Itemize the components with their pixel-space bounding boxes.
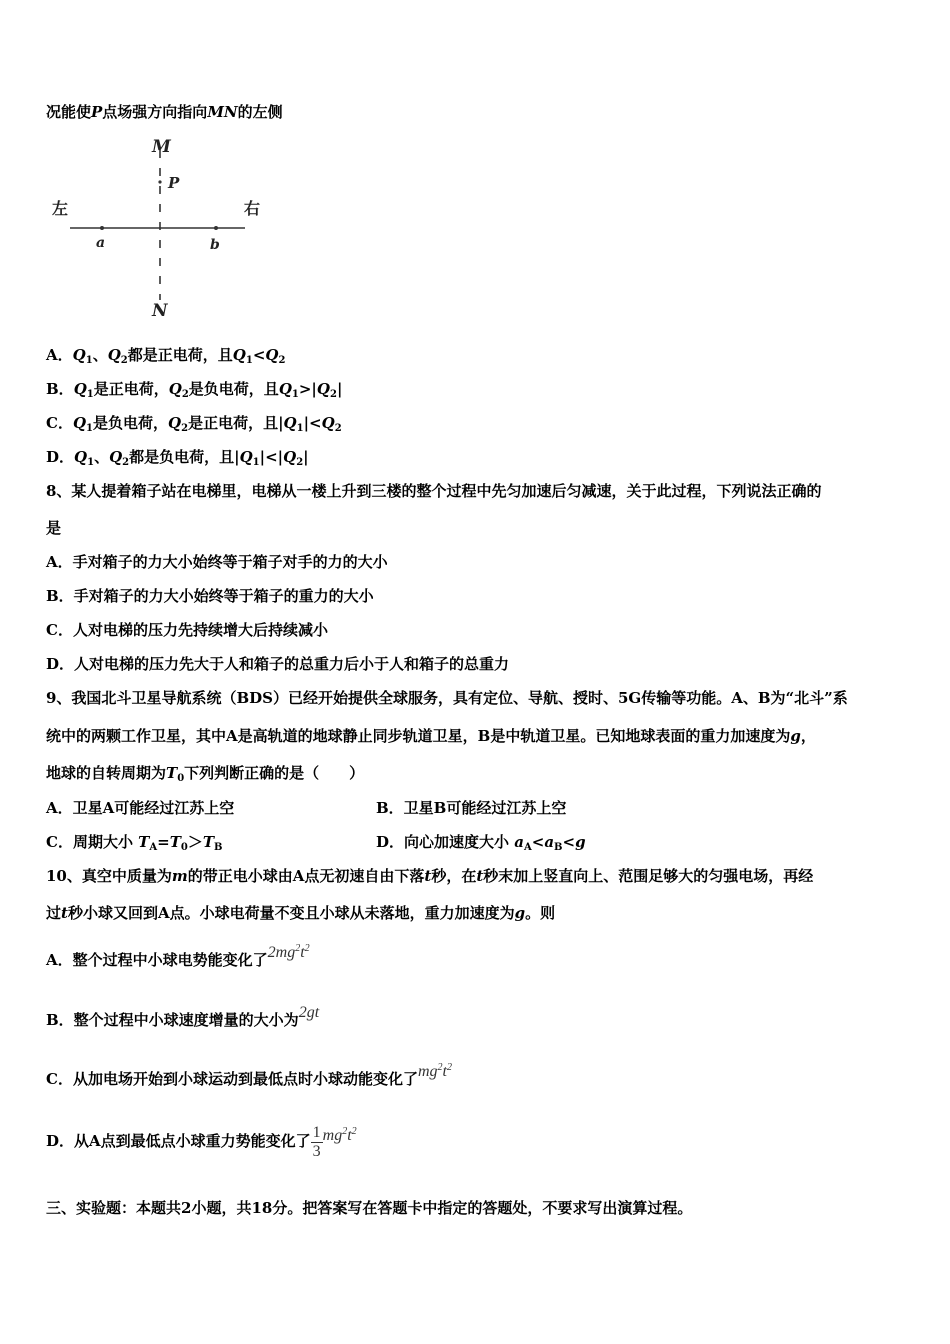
q10-option-a[interactable]: A．整个过程中小球电势能变化了$2mg^2t^2$: [46, 943, 310, 969]
label-right: 右: [244, 199, 261, 218]
q8-option-c[interactable]: C．人对电梯的压力先持续增大后持续减小: [46, 621, 328, 639]
label-M: M: [152, 137, 171, 157]
q9-stem-line3: 地球的自转周期为$T_0$下列判断正确的是（ ）: [46, 764, 365, 784]
q9-stem-line1: 9、我国北斗卫星导航系统（BDS）已经开始提供全球服务，具有定位、导航、授时、5G传输等功能。A、B为“北斗”系: [46, 689, 848, 707]
q9-option-d[interactable]: D．向心加速度大小 $a_A<a_B<g$: [376, 833, 586, 853]
label-P: P: [168, 174, 180, 192]
q10-option-d[interactable]: D．从A点到最低点小球重力势能变化了 $\frac{1}{3}$ $mg^2t^2$: [46, 1123, 357, 1160]
label-a: a: [96, 235, 106, 251]
q10-stem-line1: 10、真空中质量为m的带正电小球由A点无初速自由下落t秒，在t秒末加上竖直向上、范围足够大的匀强电场，再经: [46, 867, 814, 885]
label-b: b: [210, 237, 220, 253]
q7-option-c[interactable]: C．$Q_1$是负电荷，$Q_2$是正电荷，且$|Q_1|<Q_2$: [46, 414, 342, 434]
q7-option-a[interactable]: A．$Q_1$、$Q_2$都是正电荷，且$Q_1<Q_2$: [46, 346, 286, 366]
intro-tail: 况能使P点场强方向指向MN的左侧: [46, 103, 283, 121]
fraction-one-third: $\frac{1}{3}$: [312, 1123, 321, 1160]
q8-stem-line1: 8、某人提着箱子站在电梯里，电梯从一楼上升到三楼的整个过程中先匀加速后匀减速，关于此过程，下列说法正确的: [46, 482, 822, 500]
q8-option-a[interactable]: A．手对箱子的力大小始终等于箱子对手的力的大小: [46, 553, 388, 571]
q9-option-b[interactable]: B．卫星B可能经过江苏上空: [376, 799, 567, 817]
field-diagram: [40, 130, 280, 330]
section-3-heading: 三、实验题：本题共2小题，共18分。把答案写在答题卡中指定的答题处，不要求写出演算过程。: [46, 1199, 693, 1217]
q10-option-b[interactable]: B．整个过程中小球速度增量的大小为2gt: [46, 1004, 320, 1029]
q7-option-b[interactable]: B．$Q_1$是正电荷，$Q_2$是负电荷，且$Q_1>|Q_2|$: [46, 380, 343, 400]
label-left: 左: [52, 199, 69, 218]
q9-option-c[interactable]: C．周期大小 $T_A=T_0>T_B$: [46, 833, 223, 853]
q7-option-d[interactable]: D．$Q_1$、$Q_2$都是负电荷，且$|Q_1|<|Q_2|$: [46, 448, 309, 468]
label-N: N: [152, 301, 168, 321]
q9-stem-line2: 统中的两颗工作卫星，其中A是高轨道的地球静止同步轨道卫星，B是中轨道卫星。已知地球表面的重力加速度为g，: [46, 727, 816, 745]
q9-option-a[interactable]: A．卫星A可能经过江苏上空: [46, 799, 235, 817]
q8-option-b[interactable]: B．手对箱子的力大小始终等于箱子的重力的大小: [46, 587, 374, 605]
q8-option-d[interactable]: D．人对电梯的压力先大于人和箱子的总重力后小于人和箱子的总重力: [46, 655, 510, 673]
q10-stem-line2: 过t秒小球又回到A点。小球电荷量不变且小球从未落地，重力加速度为g。则: [46, 904, 556, 922]
q10-option-c[interactable]: C．从加电场开始到小球运动到最低点时小球动能变化了$mg^2t^2$: [46, 1062, 452, 1088]
q8-stem-line2: 是: [46, 519, 62, 537]
